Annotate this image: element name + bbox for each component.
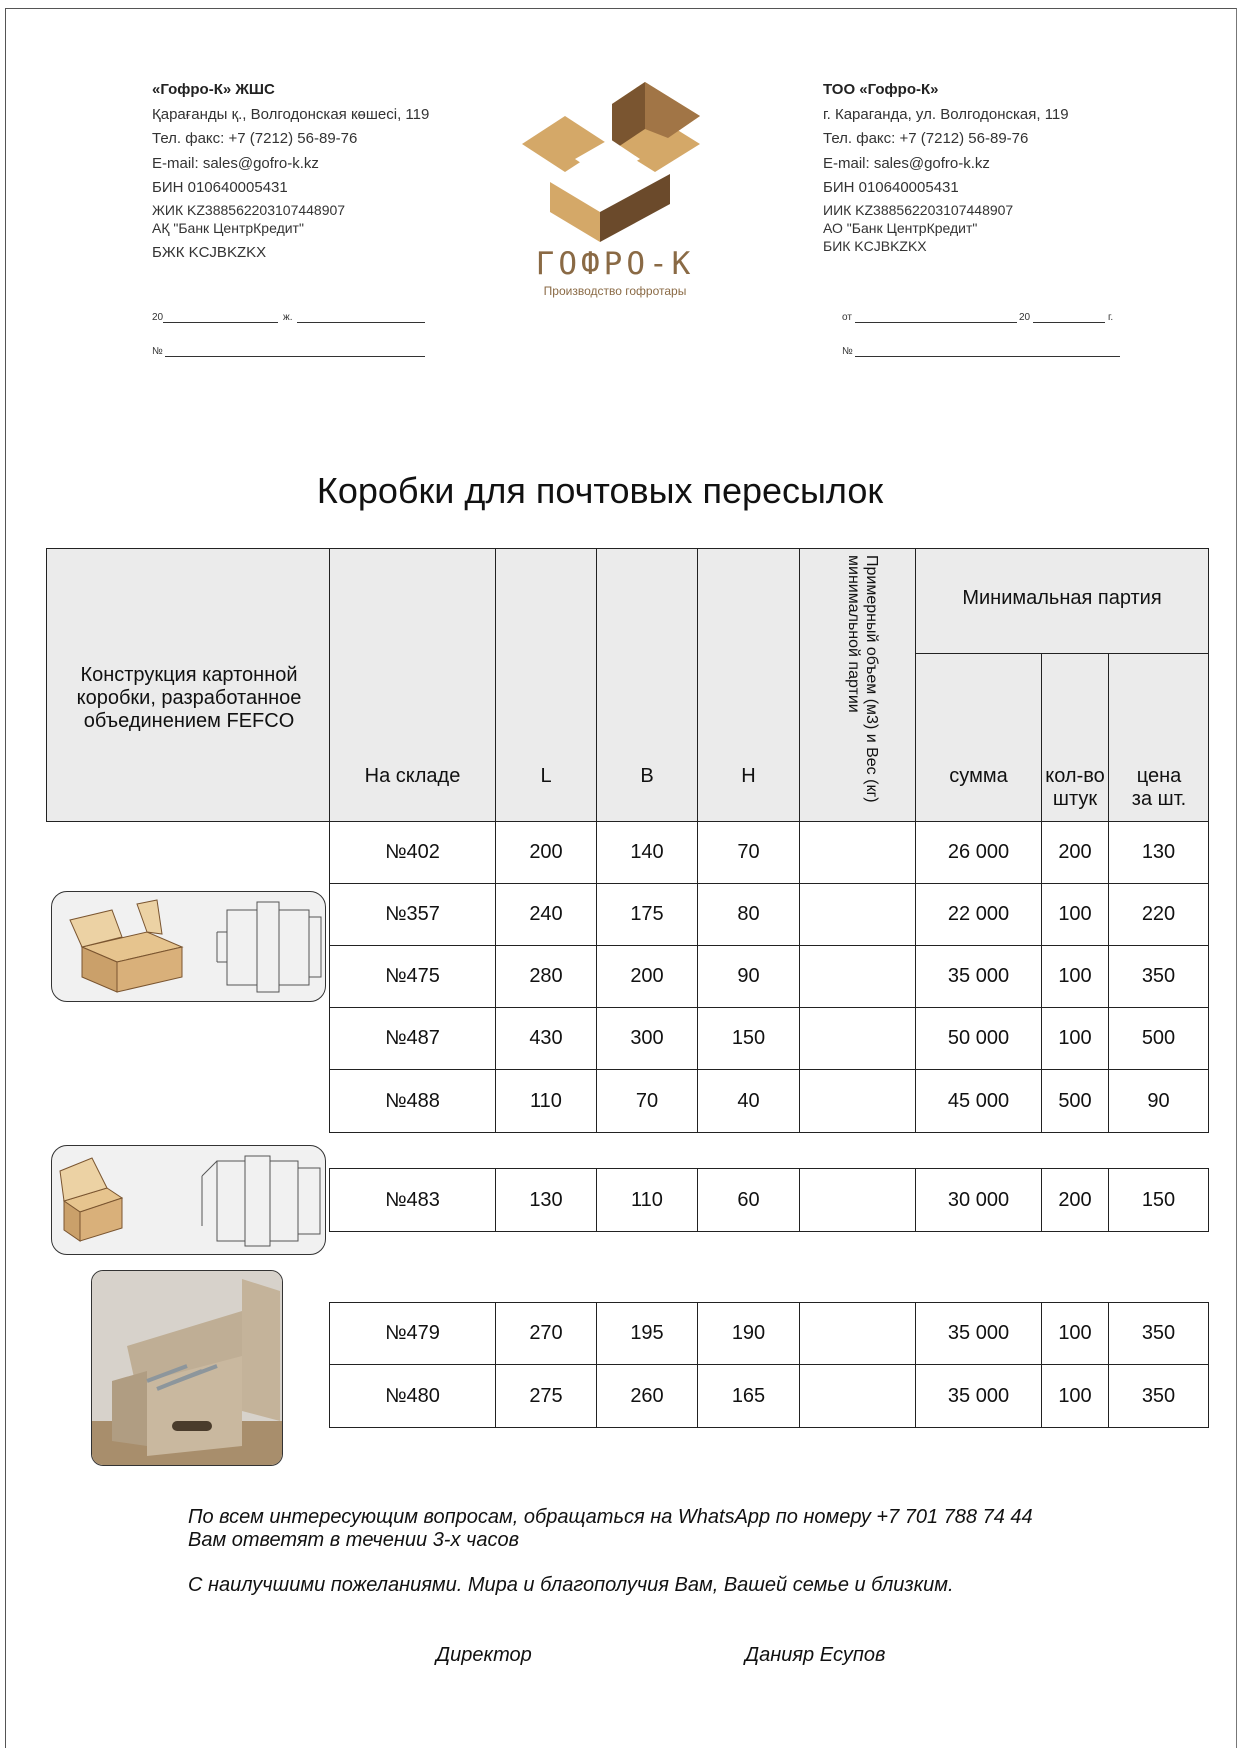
right-company-name: ТОО «Гофро-К»	[823, 81, 939, 98]
cell-l: 280	[495, 945, 597, 1008]
right-date-suffix: г.	[1108, 312, 1114, 323]
left-requisites	[152, 78, 482, 265]
cell-volume	[799, 1168, 916, 1232]
right-phone: Тел. факс: +7 (7212) 56-89-76	[823, 130, 1029, 147]
signature-position: Директор	[436, 1644, 532, 1666]
cell-sum: 50 000	[915, 1007, 1042, 1070]
header-min-batch-cell	[915, 548, 1209, 654]
cell-volume	[799, 1007, 916, 1070]
cell-b: 70	[596, 1069, 698, 1133]
cell-h: 60	[697, 1168, 800, 1232]
cell-b: 110	[596, 1168, 698, 1232]
page-title: Коробки для почтовых пересылок	[316, 470, 884, 511]
header-h-cell	[697, 548, 800, 822]
cell-price: 350	[1108, 945, 1209, 1008]
header-min-batch: Минимальная партия	[962, 587, 1162, 609]
right-requisites	[823, 78, 1153, 255]
contact-line-2: Вам ответят в течении 3-х часов	[188, 1529, 520, 1551]
header-l-cell	[495, 548, 597, 822]
cell-l: 275	[495, 1364, 597, 1428]
cell-sum: 35 000	[915, 1302, 1042, 1365]
cell-b: 260	[596, 1364, 698, 1428]
box-photo	[91, 1270, 283, 1466]
cell-b: 200	[596, 945, 698, 1008]
left-phone: Тел. факс: +7 (7212) 56-89-76	[152, 130, 358, 147]
cell-volume	[799, 1302, 916, 1365]
cell-price: 220	[1108, 883, 1209, 946]
right-bin: БИН 010640005431	[823, 179, 959, 196]
cell-l: 130	[495, 1168, 597, 1232]
header-l: L	[540, 765, 552, 787]
left-address: Қарағанды қ., Волгодонская көшесі, 119	[152, 105, 430, 123]
mailer-box-icon	[52, 892, 326, 1002]
cell-id: №479	[329, 1302, 496, 1365]
cell-qty: 200	[1041, 1168, 1109, 1232]
right-date-prefix: от	[842, 312, 852, 323]
header-b-cell	[596, 548, 698, 822]
cell-sum: 35 000	[915, 945, 1042, 1008]
header-price: цена за шт.	[1131, 765, 1187, 810]
cell-h: 150	[697, 1007, 800, 1070]
cell-qty: 200	[1041, 821, 1109, 884]
cell-id: №483	[329, 1168, 496, 1232]
left-number-line	[165, 356, 425, 357]
cell-sum: 45 000	[915, 1069, 1042, 1133]
cell-l: 430	[495, 1007, 597, 1070]
left-date-suffix: ж.	[283, 312, 293, 323]
small-box-image	[51, 1145, 326, 1255]
cell-sum: 30 000	[915, 1168, 1042, 1232]
right-date-mid: 20	[1019, 312, 1031, 323]
cell-price: 350	[1108, 1302, 1209, 1365]
left-date-line	[163, 322, 278, 323]
header-b: B	[640, 765, 654, 787]
cell-volume	[799, 1069, 916, 1133]
cell-h: 190	[697, 1302, 800, 1365]
cell-h: 90	[697, 945, 800, 1008]
header-construction: Конструкция картонной коробки, разработанное объединением FEFCO	[76, 664, 302, 732]
cell-sum: 22 000	[915, 883, 1042, 946]
cell-b: 175	[596, 883, 698, 946]
cell-sum: 26 000	[915, 821, 1042, 884]
right-email: E-mail: sales@gofro-k.kz	[823, 154, 990, 172]
cell-volume	[799, 1364, 916, 1428]
left-account: ЖИК KZ388562203107448907	[152, 201, 346, 218]
header-volume-cell	[799, 548, 916, 822]
left-number-prefix: №	[152, 346, 163, 357]
cell-id: №357	[329, 883, 496, 946]
footer-contact	[188, 1506, 1138, 1552]
header-qty-cell	[1041, 653, 1109, 822]
cell-sum: 35 000	[915, 1364, 1042, 1428]
cell-id: №488	[329, 1069, 496, 1133]
left-bin: БИН 010640005431	[152, 179, 288, 196]
cell-l: 110	[495, 1069, 597, 1133]
left-company-name: «Гофро-К» ЖШС	[152, 81, 275, 98]
header-h: H	[741, 765, 756, 787]
small-box-icon	[52, 1146, 326, 1255]
cell-b: 195	[596, 1302, 698, 1365]
cell-qty: 100	[1041, 945, 1109, 1008]
left-date-prefix: 20	[152, 312, 164, 323]
box-logo-icon	[500, 74, 730, 244]
header-price-cell	[1108, 653, 1209, 822]
cell-price: 130	[1108, 821, 1209, 884]
right-address: г. Караганда, ул. Волгодонская, 119	[823, 105, 1069, 123]
cell-b: 300	[596, 1007, 698, 1070]
cell-id: №487	[329, 1007, 496, 1070]
right-account: ИИК KZ388562203107448907	[823, 201, 1014, 218]
contact-line-1: По всем интересующим вопросам, обращаться на WhatsApp по номеру +7 701 788 74 44	[188, 1506, 1033, 1528]
cell-volume	[799, 821, 916, 884]
cell-b: 140	[596, 821, 698, 884]
logo-tagline: Производство гофротары	[543, 284, 687, 298]
left-year-line	[297, 322, 425, 323]
cell-l: 200	[495, 821, 597, 884]
left-email: E-mail: sales@gofro-k.kz	[152, 154, 319, 172]
cell-volume	[799, 945, 916, 1008]
cell-qty: 100	[1041, 1364, 1109, 1428]
cell-l: 270	[495, 1302, 597, 1365]
cell-qty: 500	[1041, 1069, 1109, 1133]
header-volume: Примерный объем (м3) и Вес (кг) минимальной партии	[845, 555, 880, 803]
header-qty: кол-во штук	[1045, 765, 1105, 810]
header-sum-cell	[915, 653, 1042, 822]
right-year-line	[1033, 322, 1105, 323]
header-sum: сумма	[949, 765, 1008, 787]
cell-l: 240	[495, 883, 597, 946]
cell-id: №480	[329, 1364, 496, 1428]
cell-price: 500	[1108, 1007, 1209, 1070]
cell-price: 90	[1108, 1069, 1209, 1133]
cell-price: 350	[1108, 1364, 1209, 1428]
right-bik: БИК KCJBKZKX	[823, 237, 927, 254]
cell-price: 150	[1108, 1168, 1209, 1232]
logo-wordmark: ГОФРО-К	[535, 246, 695, 282]
mailer-box-image	[51, 891, 326, 1002]
cell-h: 40	[697, 1069, 800, 1133]
right-bank: АО "Банк ЦентрКредит"	[823, 219, 978, 236]
cell-qty: 100	[1041, 1007, 1109, 1070]
cell-h: 80	[697, 883, 800, 946]
cell-qty: 100	[1041, 1302, 1109, 1365]
left-bank: АҚ "Банк ЦентрКредит"	[152, 219, 304, 236]
cell-h: 165	[697, 1364, 800, 1428]
signature-name: Данияр Есупов	[745, 1644, 886, 1666]
cardboard-box-photo-icon	[92, 1271, 283, 1466]
right-date-line	[855, 322, 1017, 323]
cell-id: №475	[329, 945, 496, 1008]
header-stock-cell	[329, 548, 496, 822]
footer-wishes: С наилучшими пожеланиями. Мира и благополучия Вам, Вашей семье и близким.	[188, 1574, 954, 1596]
header-construction-cell	[46, 548, 330, 822]
cell-h: 70	[697, 821, 800, 884]
cell-qty: 100	[1041, 883, 1109, 946]
header-stock: На складе	[364, 765, 461, 787]
cell-id: №402	[329, 821, 496, 884]
left-bik: БЖК KCJBKZKX	[152, 243, 267, 261]
cell-volume	[799, 883, 916, 946]
right-number-line	[855, 356, 1120, 357]
company-logo	[500, 74, 730, 304]
right-number-prefix: №	[842, 346, 853, 357]
